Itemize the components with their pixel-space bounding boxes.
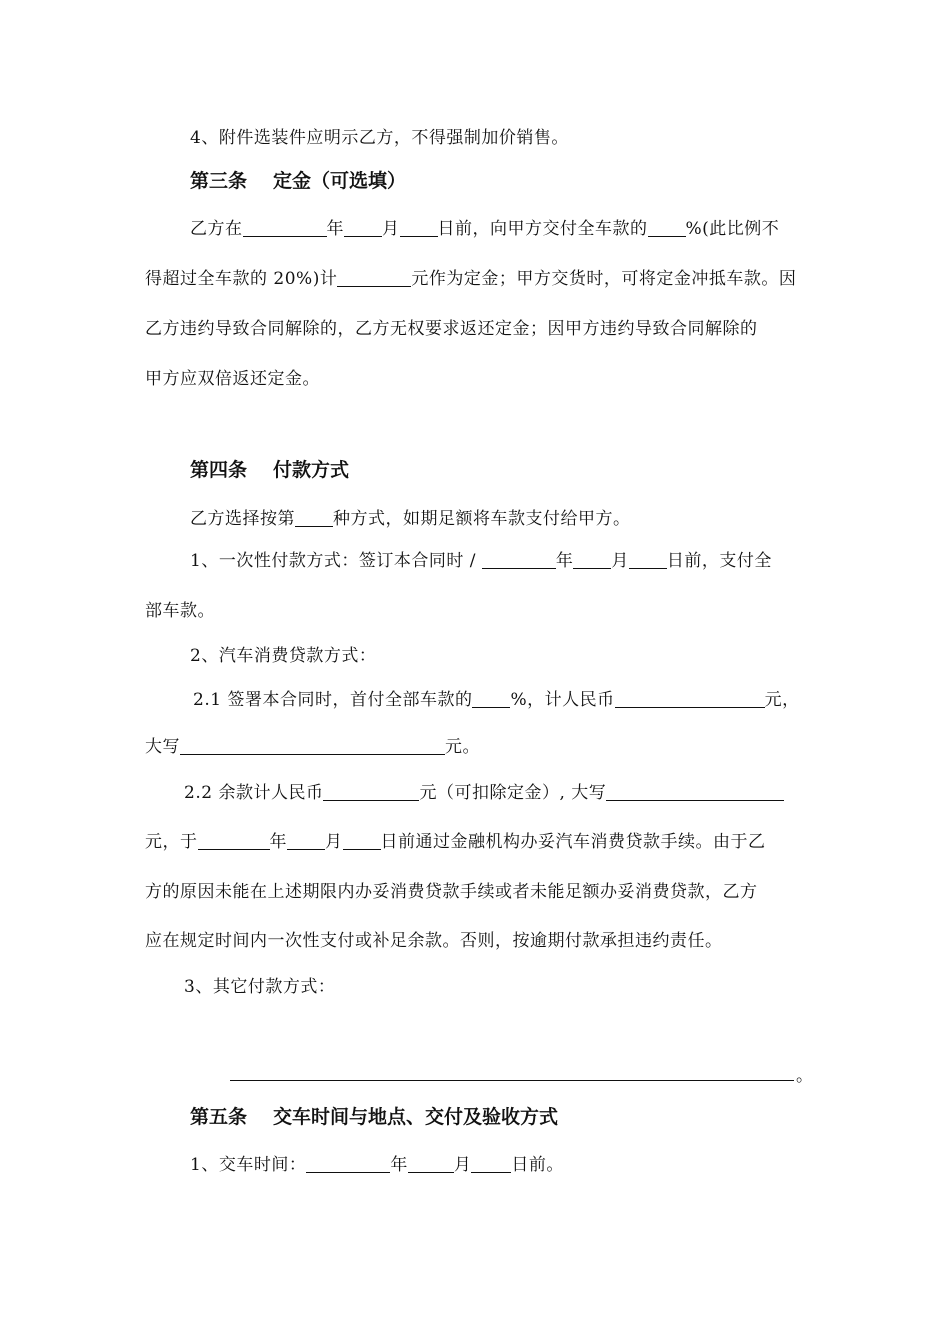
article5-number: 第五条 [190, 1106, 248, 1128]
article3-para-line1: 乙方在 年 月 日前，向甲方交付全车款的 %(此比例不 [190, 219, 780, 239]
article4-number: 第四条 [190, 459, 248, 481]
blank-year[interactable] [243, 218, 327, 237]
blank-balance-amount[interactable] [323, 782, 419, 801]
blank-day[interactable] [471, 1154, 511, 1173]
article4-method2-2-cont3: 应在规定时间内一次性支付或补足余款。否则，按逾期付款承担违约责任。 [145, 931, 723, 951]
article4-method1: 1、一次性付款方式：签订本合同时 / 年 月 日前，支付全 [190, 551, 772, 571]
blank-year[interactable] [306, 1154, 390, 1173]
blank-month[interactable] [344, 218, 382, 237]
article3-number: 第三条 [190, 170, 248, 192]
article3-para-line2: 得超过全车款的 20%)计 元作为定金；甲方交货时，可将定金冲抵车款。因 [145, 269, 797, 289]
blank-day[interactable] [400, 218, 438, 237]
blank-method-number[interactable] [295, 508, 333, 527]
blank-other-payment-method[interactable] [230, 1080, 794, 1081]
article4-method2-1-cont: 大写 元。 [145, 737, 480, 757]
article5-title: 交车时间与地点、交付及验收方式 [273, 1106, 559, 1128]
blank-down-payment-amount[interactable] [615, 689, 765, 708]
article4-method3-end: 。 [796, 1066, 813, 1086]
blank-month[interactable] [573, 550, 611, 569]
blank-month[interactable] [287, 831, 325, 850]
blank-down-payment-percent[interactable] [472, 689, 510, 708]
blank-amount-in-words[interactable] [180, 736, 445, 755]
blank-day[interactable] [629, 550, 667, 569]
article4-intro: 乙方选择按第 种方式，如期足额将车款支付给甲方。 [190, 509, 631, 529]
article4-method2-2-cont1: 元，于 年 月 日前通过金融机构办妥汽车消费贷款手续。由于乙 [145, 832, 766, 852]
article3-heading [190, 168, 406, 194]
article4-heading [190, 457, 349, 483]
article4-method2-1: 2.1 签署本合同时，首付全部车款的 %，计人民币 元， [193, 690, 800, 710]
article4-title: 付款方式 [273, 459, 350, 481]
article4-method1-cont: 部车款。 [145, 601, 215, 621]
blank-month[interactable] [408, 1154, 454, 1173]
blank-day[interactable] [343, 831, 381, 850]
article2-item4: 4、附件选装件应明示乙方，不得强制加价销售。 [190, 128, 569, 148]
article4-method2: 2、汽车消费贷款方式： [190, 646, 377, 666]
article4-method2-2: 2.2 余款计人民币 元（可扣除定金）, 大写 [184, 781, 784, 805]
blank-year[interactable] [482, 550, 556, 569]
article3-para-line3: 乙方违约导致合同解除的，乙方无权要求返还定金；因甲方违约导致合同解除的 [145, 319, 758, 339]
article4-method2-2-cont2: 方的原因未能在上述期限内办妥消费贷款手续或者未能足额办妥消费贷款，乙方 [145, 882, 758, 902]
blank-deposit-amount[interactable] [337, 268, 411, 287]
blank-percent[interactable] [648, 218, 686, 237]
blank-year[interactable] [198, 831, 270, 850]
article5-item1: 1、交车时间： 年 月 日前。 [190, 1155, 564, 1175]
article5-heading [190, 1104, 558, 1130]
blank-balance-in-words[interactable] [606, 782, 784, 801]
article4-method3: 3、其它付款方式： [184, 977, 336, 997]
article3-title: 定金（可选填） [273, 170, 407, 192]
article3-para-line4: 甲方应双倍返还定金。 [145, 369, 320, 389]
